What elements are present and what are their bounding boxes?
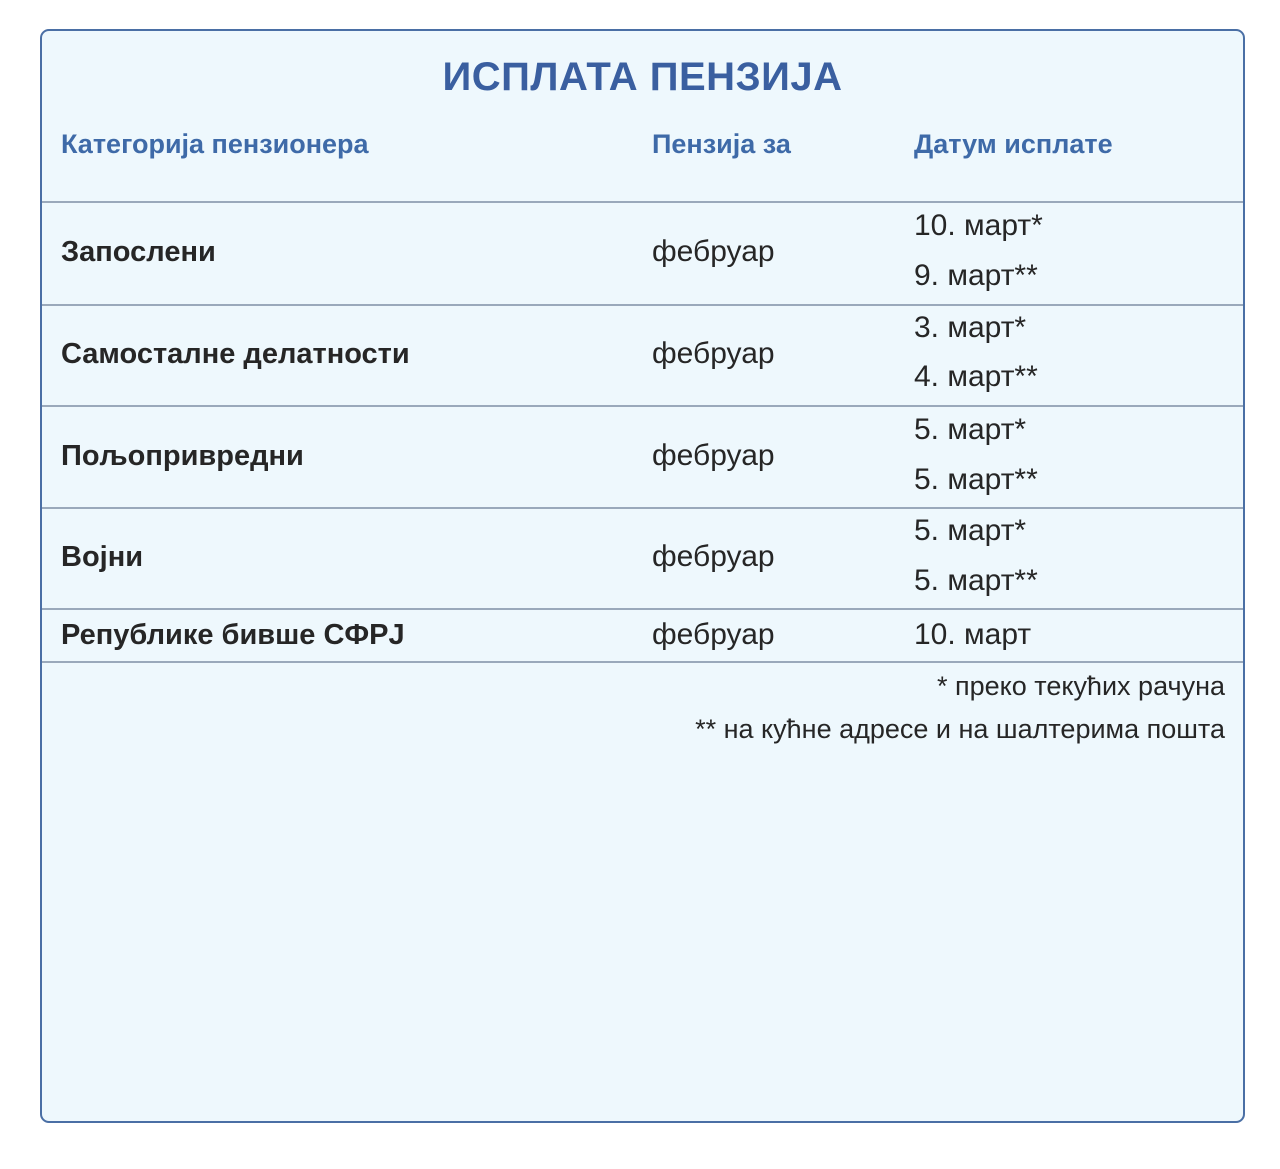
row-category: Пољопривредни <box>61 440 304 472</box>
row-date-secondary: 5. март** <box>914 564 1038 597</box>
table-row <box>42 610 1243 661</box>
row-month: фебруар <box>652 235 775 268</box>
row-category: Запослени <box>61 236 216 268</box>
table-row <box>42 509 1243 608</box>
row-category: Самосталне делатности <box>61 338 410 370</box>
table-row <box>42 203 1243 304</box>
footnote-home-delivery: ** на кућне адресе и на шалтерима пошта <box>695 714 1225 744</box>
table-row <box>42 407 1243 507</box>
pension-payment-card <box>40 29 1245 1123</box>
row-date-primary: 5. март* <box>914 514 1027 547</box>
row-month: фебруар <box>652 618 775 651</box>
row-date-secondary: 4. март** <box>914 360 1038 393</box>
row-category: Војни <box>61 541 144 573</box>
table-title: ИСПЛАТА ПЕНЗИЈА <box>442 55 843 99</box>
table-row <box>42 306 1243 405</box>
footnote-current-accounts: * преко текућих рачуна <box>936 671 1225 701</box>
row-category: Републике бивше СФРЈ <box>61 619 405 651</box>
table-header <box>42 127 1243 161</box>
row-month: фебруар <box>652 337 775 370</box>
row-date-primary: 5. март* <box>914 413 1027 446</box>
row-date-primary: 10. март* <box>914 209 1043 242</box>
divider <box>42 661 1243 663</box>
row-month: фебруар <box>652 540 775 573</box>
row-date-primary: 3. март* <box>914 311 1027 344</box>
header-category: Категорија пензионера <box>61 129 369 159</box>
row-date-secondary: 5. март** <box>914 463 1038 496</box>
row-month: фебруар <box>652 439 775 472</box>
row-date-primary: 10. март <box>914 618 1032 651</box>
header-payment-date: Датум исплате <box>914 129 1113 159</box>
row-date-secondary: 9. март** <box>914 259 1038 292</box>
header-pension-for: Пензија за <box>652 129 791 159</box>
